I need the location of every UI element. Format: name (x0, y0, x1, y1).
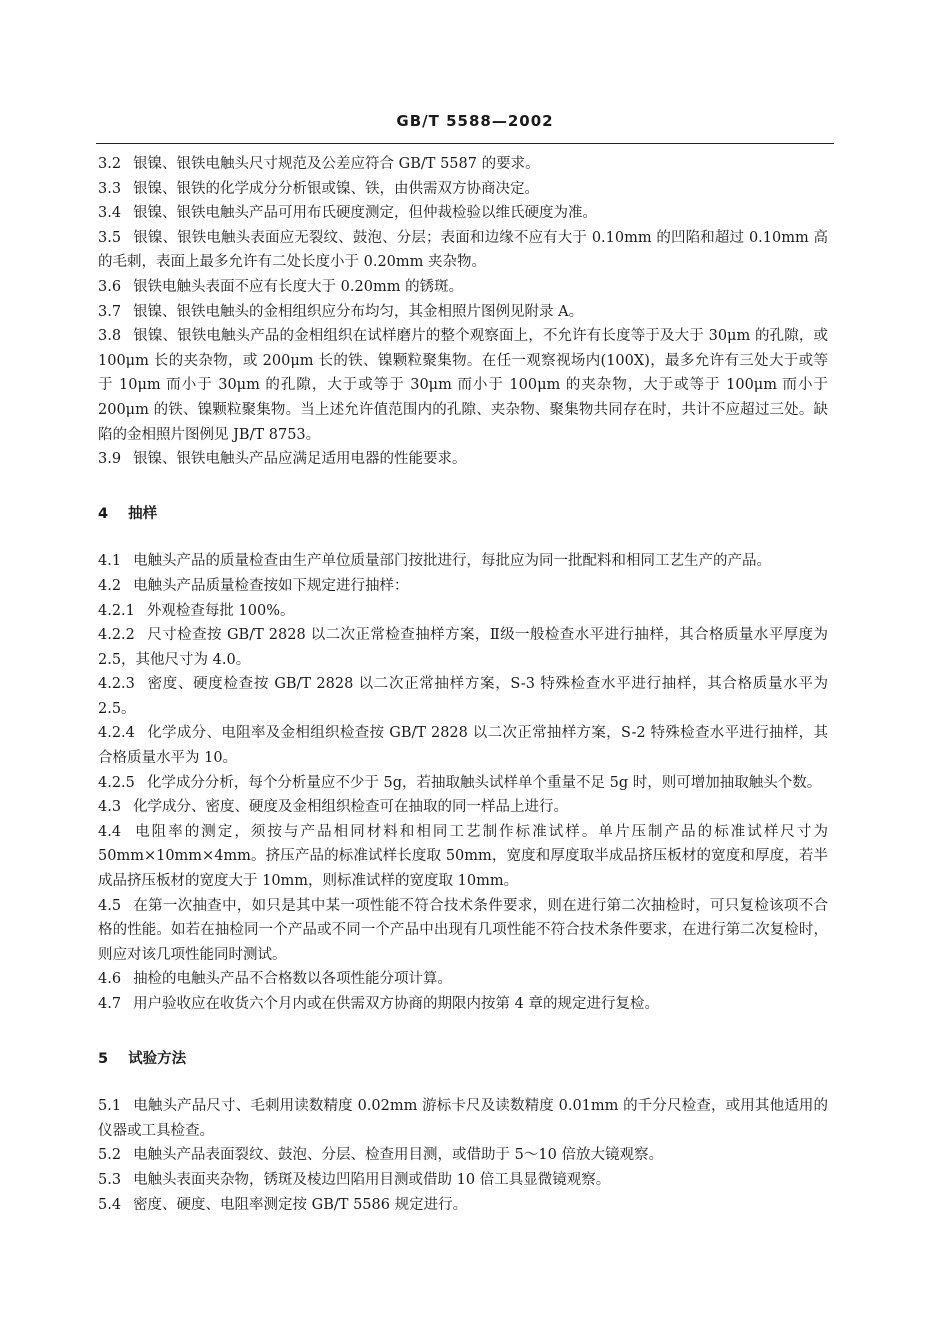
clause-3-9 (98, 447, 828, 472)
clause-number: 3.6 (98, 278, 122, 295)
clause-4-6 (98, 967, 828, 992)
clause-number: 4.6 (98, 971, 122, 988)
clause-4-2-1 (98, 599, 828, 624)
section-number: 4 (98, 505, 109, 522)
clause-text: 电触头产品的质量检查由生产单位质量部门按批进行，每批应为同一批配料和相同工艺生产的产品。 (133, 553, 772, 570)
clause-number: 3.7 (98, 303, 122, 320)
clause-3-5 (98, 226, 828, 275)
clause-4-3 (98, 795, 828, 820)
clause-text: 化学成分、电阻率及金相组织检查按 GB/T 2828 以二次正常抽样方案，S-2 特殊检查水平进行抽样，其合格质量水平为 10。 (98, 725, 828, 767)
clause-3-7 (98, 300, 828, 325)
clause-text: 电触头表面夹杂物，锈斑及棱边凹陷用目测或借助 10 倍工具显微镜观察。 (133, 1171, 611, 1188)
clause-text: 电触头产品尺寸、毛刺用读数精度 0.02mm 游标卡尺及读数精度 0.01mm 的千分尺检查，或用其他适用的仪器或工具检查。 (98, 1098, 828, 1139)
section-4-heading (98, 502, 828, 527)
section-5-heading (98, 1047, 828, 1072)
clause-number: 4.7 (98, 996, 122, 1012)
clause-text: 在第一次抽查中，如只是其中某一项性能不符合技术条件要求，则在进行第二次抽检时，可只复检该项不合格的性能。如若在抽检同一个产品或不同一个产品中出现有几项性能不符合技术条件要求，在进行第二次复检时，则应对该几项性能同时测试。 (98, 897, 828, 963)
clause-text: 密度、硬度检查按 GB/T 2828 以二次正常抽样方案，S-3 特殊检查水平进行抽样，其合格质量水平为 2.5。 (98, 676, 828, 717)
clause-4-4 (98, 820, 828, 894)
clause-5-2 (98, 1143, 828, 1168)
clause-3-3 (98, 177, 828, 202)
clause-4-5 (98, 894, 828, 968)
clause-text: 尺寸检查按 GB/T 2828 以二次正常检查抽样方案，Ⅱ级一般检查水平进行抽样，其合格质量水平厚度为 2.5，其他尺寸为 4.0。 (98, 627, 828, 668)
clause-number: 3.9 (98, 451, 122, 468)
section-number: 5 (98, 1050, 109, 1067)
clause-number: 3.5 (98, 229, 122, 246)
clause-4-2-4 (98, 721, 828, 770)
clause-text: 化学成分、密度、硬度及金相组织检查可在抽取的同一样品上进行。 (133, 799, 569, 816)
clause-4-2 (98, 574, 828, 599)
spacer (98, 526, 828, 549)
section-title: 抽样 (128, 505, 158, 522)
clause-number: 5.4 (98, 1196, 122, 1213)
clause-5-3 (98, 1168, 828, 1193)
clause-text: 银镍、银铁电触头表面应无裂纹、鼓泡、分层；表面和边缘不应有大于 0.10mm 的凹陷和超过 0.10mm 高的毛刺，表面上最多允许有二处长度小于 0.20mm 夹杂物。 (98, 229, 828, 271)
clause-text: 外观检查每批 100%。 (146, 602, 295, 619)
clause-text: 银镍、银铁电触头尺寸规范及公差应符合 GB/T 5587 的要求。 (133, 156, 540, 172)
clause-text: 银镍、银铁电触头产品应满足适用电器的性能要求。 (133, 451, 467, 468)
spacer (98, 472, 828, 502)
clause-number: 3.3 (98, 180, 122, 197)
clause-text: 银镍、银铁的化学成分分析银或镍、铁，由供需双方协商决定。 (133, 180, 540, 197)
clause-text: 银镍、银铁电触头产品的金相组织在试样磨片的整个观察面上，不允许有长度等于及大于 30μm 的孔隙，或 100μm 长的夹杂物，或 200μm 长的铁、镍颗粒聚集物。在任一观察视场内(100X)，最多允许有三处大于或等于 10μm 而小于 30μm 的孔隙，大于或等于 30μm 而小于 100μm 的夹杂物，大于或等于 100μm 而小于 200μm 的铁、镍颗粒聚集物。当上述允许值范围内的孔隙、夹杂物、聚集物共同存在时，共计不应超过三处。缺陷的金相照片图例见 JB/T 8753。 (98, 328, 828, 443)
clause-3-6 (98, 275, 828, 300)
clause-number: 4.2 (98, 577, 122, 594)
clause-4-2-2 (98, 623, 828, 672)
clause-number: 4.4 (98, 823, 122, 840)
page-header: GB/T 5588—2002 (396, 112, 554, 130)
clause-text: 电触头产品表面裂纹、鼓泡、分层、检查用目测，或借助于 5～10 倍放大镜观察。 (133, 1147, 663, 1164)
clause-number: 4.2.4 (98, 725, 135, 742)
clause-number: 3.8 (98, 328, 122, 345)
clause-text: 密度、硬度、电阻率测定按 GB/T 5586 规定进行。 (133, 1196, 468, 1213)
clause-number: 4.2.2 (98, 627, 135, 644)
clause-number: 3.4 (98, 205, 122, 222)
clause-number: 3.2 (98, 156, 122, 172)
header-rule (96, 143, 834, 144)
clause-number: 4.2.3 (98, 676, 135, 693)
clause-text: 化学成分分析，每个分析量应不少于 5g，若抽取触头试样单个重量不足 5g 时，则可增加抽取触头个数。 (146, 774, 822, 791)
clause-number: 4.1 (98, 553, 122, 570)
document-body (98, 152, 828, 1217)
clause-3-4 (98, 201, 828, 226)
section-title: 试验方法 (128, 1050, 187, 1067)
clause-number: 4.2.1 (98, 602, 135, 619)
clause-text: 抽检的电触头产品不合格数以各项性能分项计算。 (133, 971, 453, 988)
clause-3-2 (98, 152, 828, 177)
clause-text: 电触头产品质量检查按如下规定进行抽样： (133, 577, 409, 594)
clause-text: 用户验收应在收货六个月内或在供需双方协商的期限内按第 4 章的规定进行复检。 (133, 996, 660, 1012)
clause-number: 5.1 (98, 1098, 122, 1115)
clause-4-2-3 (98, 672, 828, 721)
clause-text: 电阻率的测定，须按与产品相同材料和相同工艺制作标准试样。单片压制产品的标准试样尺寸为 50mm×10mm×4mm。挤压产品的标准试样长度取 50mm，宽度和厚度取半成品挤压板材的宽度和厚度，若半成品挤压板材的宽度大于 10mm，则标准试样的宽度取 10mm。 (98, 823, 828, 890)
clause-number: 4.5 (98, 897, 122, 914)
clause-3-8 (98, 324, 828, 447)
clause-text: 银铁电触头表面不应有长度大于 0.20mm 的锈斑。 (133, 278, 464, 295)
clause-text: 银镍、银铁电触头产品可用布氏硬度测定，但仲裁检验以维氏硬度为准。 (133, 205, 598, 222)
spacer (98, 1071, 828, 1094)
clause-5-4 (98, 1193, 828, 1218)
clause-4-2-5 (98, 771, 828, 796)
spacer (98, 1017, 828, 1047)
clause-number: 4.3 (98, 799, 122, 816)
clause-text: 银镍、银铁电触头的金相组织应分布均匀，其金相照片图例见附录 A。 (133, 303, 584, 320)
clause-4-1 (98, 549, 828, 574)
clause-number: 5.2 (98, 1147, 122, 1164)
clause-5-1 (98, 1094, 828, 1143)
clause-number: 4.2.5 (98, 774, 135, 791)
clause-4-7 (98, 992, 828, 1017)
clause-number: 5.3 (98, 1171, 122, 1188)
